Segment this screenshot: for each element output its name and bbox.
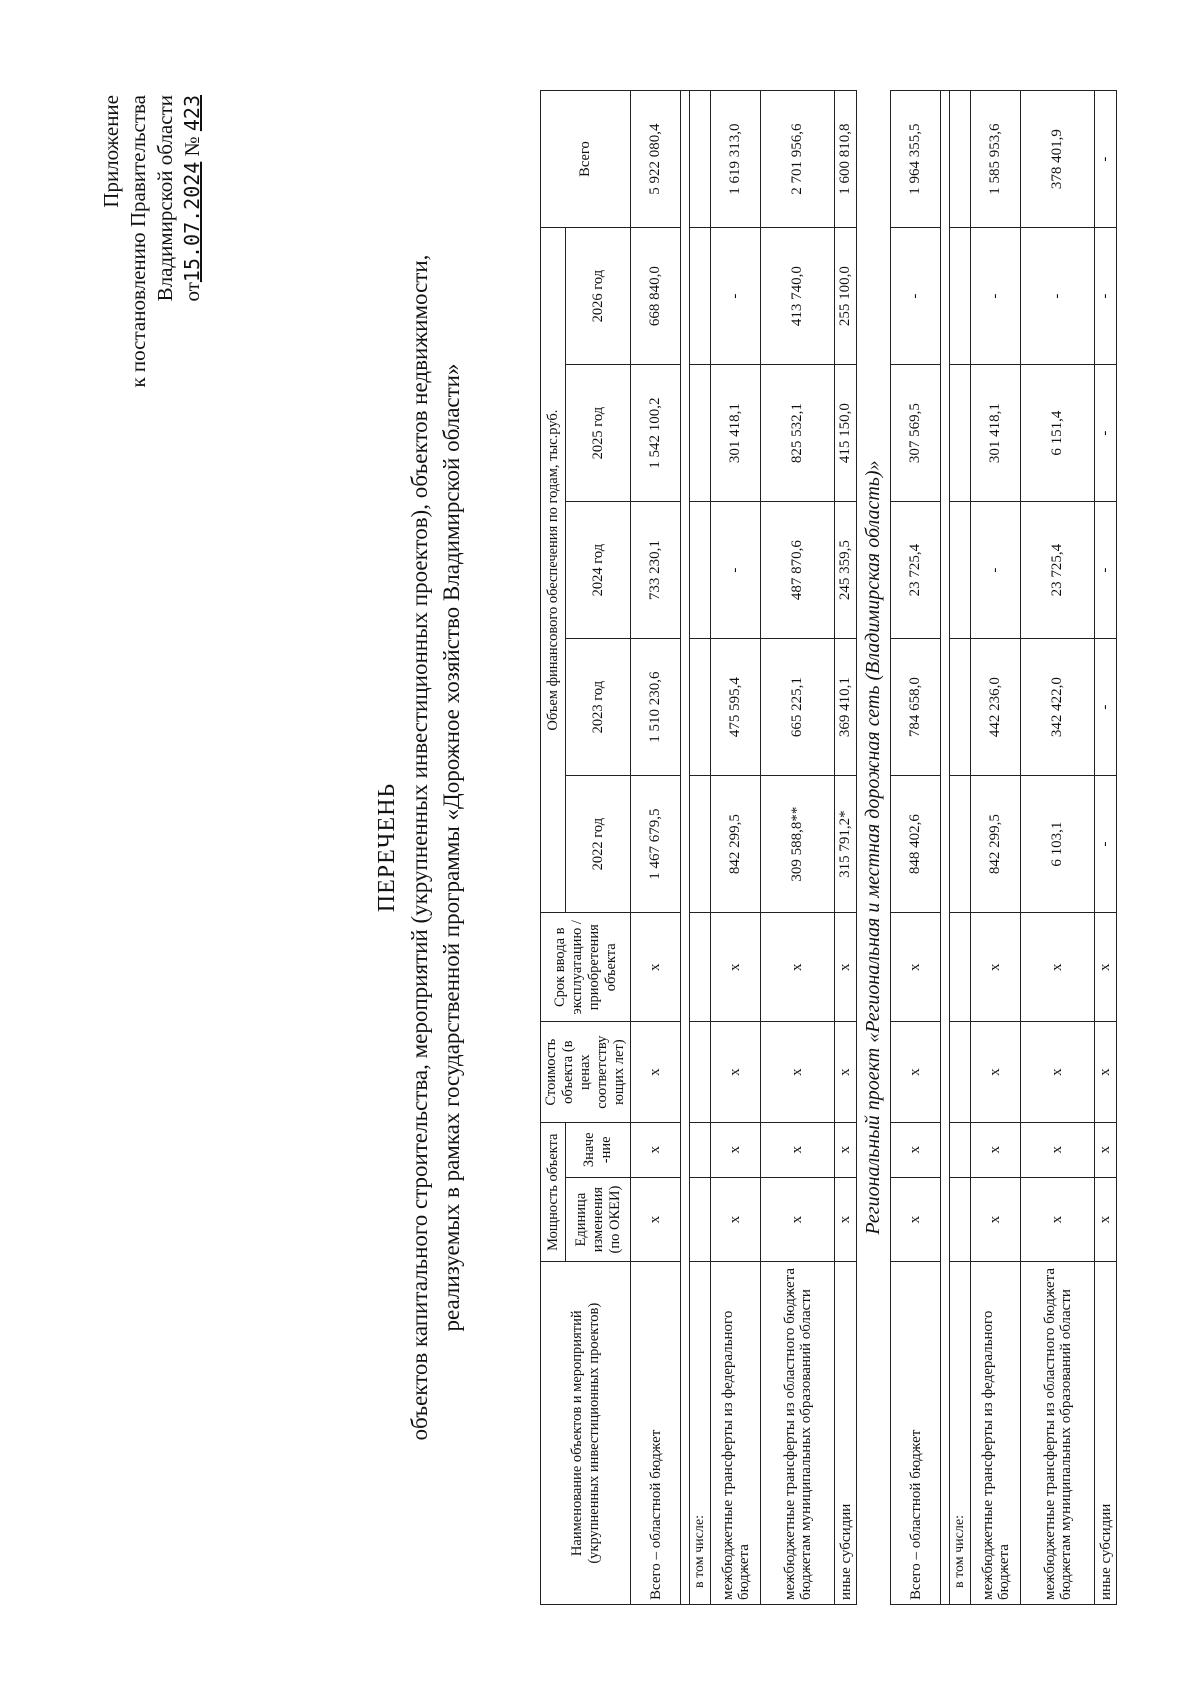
cell-value: x [631,1122,681,1177]
empty-cell [690,913,711,1022]
table-row [631,91,681,1605]
cell-2024: 23 725,4 [1021,502,1095,639]
empty-cell [950,91,971,228]
header-2026: 2026 год [566,228,631,365]
cell-unit: x [761,1177,835,1262]
cell-term: x [1095,913,1117,1022]
appendix-date-line [179,95,206,388]
cell-unit: x [835,1177,857,1262]
cell-value: x [1095,1122,1117,1177]
header-2025: 2025 год [566,365,631,502]
header-value: Значе -ние [566,1122,631,1177]
cell-2025: 301 418,1 [711,365,761,502]
header-cost: Стоимость объекта (в ценах соответству ющих лет) [541,1022,631,1122]
cell-unit: x [631,1177,681,1262]
cell-cost: x [835,1022,857,1122]
cell-total: 1 600 810,8 [835,91,857,228]
cell-2026: - [971,228,1021,365]
empty-cell [950,776,971,913]
row-name: межбюджетные трансферты из областного бюджета бюджетам муниципальных образований области [1021,1262,1095,1605]
cell-2025: 6 151,4 [1021,365,1095,502]
cell-term: x [761,913,835,1022]
empty-cell [690,1122,711,1177]
cell-2024: - [711,502,761,639]
cell-2025: 301 418,1 [971,365,1021,502]
cell-2026: - [711,228,761,365]
cell-value: x [761,1122,835,1177]
empty-cell [950,1022,971,1122]
header-2023: 2023 год [566,639,631,776]
cell-cost: x [1021,1022,1095,1122]
table-row [971,91,1021,1605]
row-name: межбюджетные трансферты из областного бюджета бюджетам муниципальных образований области [761,1262,835,1605]
table-row [835,91,857,1605]
title-line2: реализуемых в рамках государственной программы «Дорожное хозяйство Владимирской области» [439,363,464,1332]
header-funding: Объем финансового обеспечения по годам, тыс.руб. [541,228,566,913]
number-prefix: № [180,136,204,157]
title-block [370,0,468,1695]
cell-2022: 842 299,5 [971,776,1021,913]
cell-2026: 413 740,0 [761,228,835,365]
cell-2023: 369 410,1 [835,639,857,776]
cell-2023: 784 658,0 [891,639,941,776]
appendix-line1: Приложение [99,95,123,208]
objects-table [540,90,1117,1605]
cell-unit: x [1021,1177,1095,1262]
cell-2023: 1 510 230,6 [631,639,681,776]
cell-2023: 442 236,0 [971,639,1021,776]
cell-2022: 309 588,8** [761,776,835,913]
cell-value: x [711,1122,761,1177]
table-row [690,91,711,1605]
cell-term: x [835,913,857,1022]
table-row [891,91,941,1605]
cell-2023: 665 225,1 [761,639,835,776]
appendix-block [98,95,206,388]
cell-total: 378 401,9 [1021,91,1095,228]
cell-2025: 415 150,0 [835,365,857,502]
decree-number: 423 [180,95,204,132]
title-line1: объектов капитального строительства, мероприятий (укрупненных инвестиционных проектов), объектов недвижимости, [407,254,432,1441]
cell-2026: 668 840,0 [631,228,681,365]
cell-cost: x [631,1022,681,1122]
header-total: Всего [541,91,631,228]
cell-2023: 475 595,4 [711,639,761,776]
cell-total: 1 585 953,6 [971,91,1021,228]
cell-term: x [711,913,761,1022]
decree-date: 15.07.2024 [180,161,204,283]
cell-2024: 23 725,4 [891,502,941,639]
row-name: межбюджетные трансферты из федерального бюджета [971,1262,1021,1605]
cell-total: 2 701 956,6 [761,91,835,228]
cell-cost: x [891,1022,941,1122]
header-2024: 2024 год [566,502,631,639]
cell-term: x [631,913,681,1022]
cell-2024: - [1095,502,1117,639]
cell-2026: - [1021,228,1095,365]
cell-2022: - [1095,776,1117,913]
header-unit: Единица изменения (по ОКЕИ) [566,1177,631,1262]
cell-value: x [835,1122,857,1177]
cell-total: - [1095,91,1117,228]
empty-cell [950,1122,971,1177]
cell-term: x [971,913,1021,1022]
cell-cost: x [761,1022,835,1122]
empty-cell [950,1177,971,1262]
header-name: Наименование объектов и мероприятий (укрупненных инвестиционных проектов) [541,1262,631,1605]
cell-2022: 1 467 679,5 [631,776,681,913]
cell-2022: 842 299,5 [711,776,761,913]
empty-cell [950,365,971,502]
empty-cell [690,502,711,639]
including-label: в том числе: [690,1262,711,1605]
empty-cell [690,91,711,228]
spacer-row [681,91,690,1605]
cell-2025: - [1095,365,1117,502]
section-title: Региональный проект «Региональная и местная дорожная сеть (Владимирская область)» [857,91,891,1605]
header-2022: 2022 год [566,776,631,913]
cell-cost: x [711,1022,761,1122]
including-label: в том числе: [950,1262,971,1605]
header-row-1 [541,91,566,1605]
date-prefix: от [180,282,204,302]
cell-unit: x [1095,1177,1117,1262]
row-name: иные субсидии [1095,1262,1117,1605]
cell-2023: - [1095,639,1117,776]
cell-unit: x [891,1177,941,1262]
cell-2025: 825 532,1 [761,365,835,502]
appendix-line3: Владимирской области [153,95,177,302]
cell-cost: x [1095,1022,1117,1122]
cell-value: x [971,1122,1021,1177]
cell-cost: x [971,1022,1021,1122]
cell-total: 1 964 355,5 [891,91,941,228]
cell-total: 1 619 313,0 [711,91,761,228]
spacer-row [941,91,950,1605]
appendix-line2: к постановлению Правительства [126,95,150,388]
cell-2022: 6 103,1 [1021,776,1095,913]
empty-cell [690,776,711,913]
empty-cell [690,1022,711,1122]
cell-value: x [1021,1122,1095,1177]
cell-value: x [891,1122,941,1177]
row-name: Всего – областной бюджет [631,1262,681,1605]
table-row [711,91,761,1605]
cell-term: x [1021,913,1095,1022]
cell-2026: - [1095,228,1117,365]
empty-cell [950,502,971,639]
cell-unit: x [711,1177,761,1262]
row-name: межбюджетные трансферты из федерального бюджета [711,1262,761,1605]
row-name: иные субсидии [835,1262,857,1605]
cell-2022: 315 791,2* [835,776,857,913]
cell-2024: - [971,502,1021,639]
document-heading: ПЕРЕЧЕНЬ [374,782,400,913]
cell-2024: 733 230,1 [631,502,681,639]
cell-2023: 342 422,0 [1021,639,1095,776]
empty-cell [950,228,971,365]
empty-cell [690,1177,711,1262]
empty-cell [950,639,971,776]
table-row [761,91,835,1605]
table-row [1095,91,1117,1605]
cell-2025: 307 569,5 [891,365,941,502]
section-row [857,91,891,1605]
cell-term: x [891,913,941,1022]
table-row [950,91,971,1605]
empty-cell [950,913,971,1022]
cell-2024: 245 359,5 [835,502,857,639]
cell-2026: - [891,228,941,365]
empty-cell [690,365,711,502]
cell-unit: x [971,1177,1021,1262]
cell-total: 5 922 080,4 [631,91,681,228]
table-row [1021,91,1095,1605]
cell-2026: 255 100,0 [835,228,857,365]
spacer-cell [941,91,950,1605]
row-name: Всего – областной бюджет [891,1262,941,1605]
empty-cell [690,228,711,365]
header-capacity: Мощность объекта [541,1122,566,1262]
spacer-cell [681,91,690,1605]
empty-cell [690,639,711,776]
header-term: Срок ввода в эксплуатацию / приобретения объекта [541,913,631,1022]
cell-2024: 487 870,6 [761,502,835,639]
cell-2025: 1 542 100,2 [631,365,681,502]
cell-2022: 848 402,6 [891,776,941,913]
